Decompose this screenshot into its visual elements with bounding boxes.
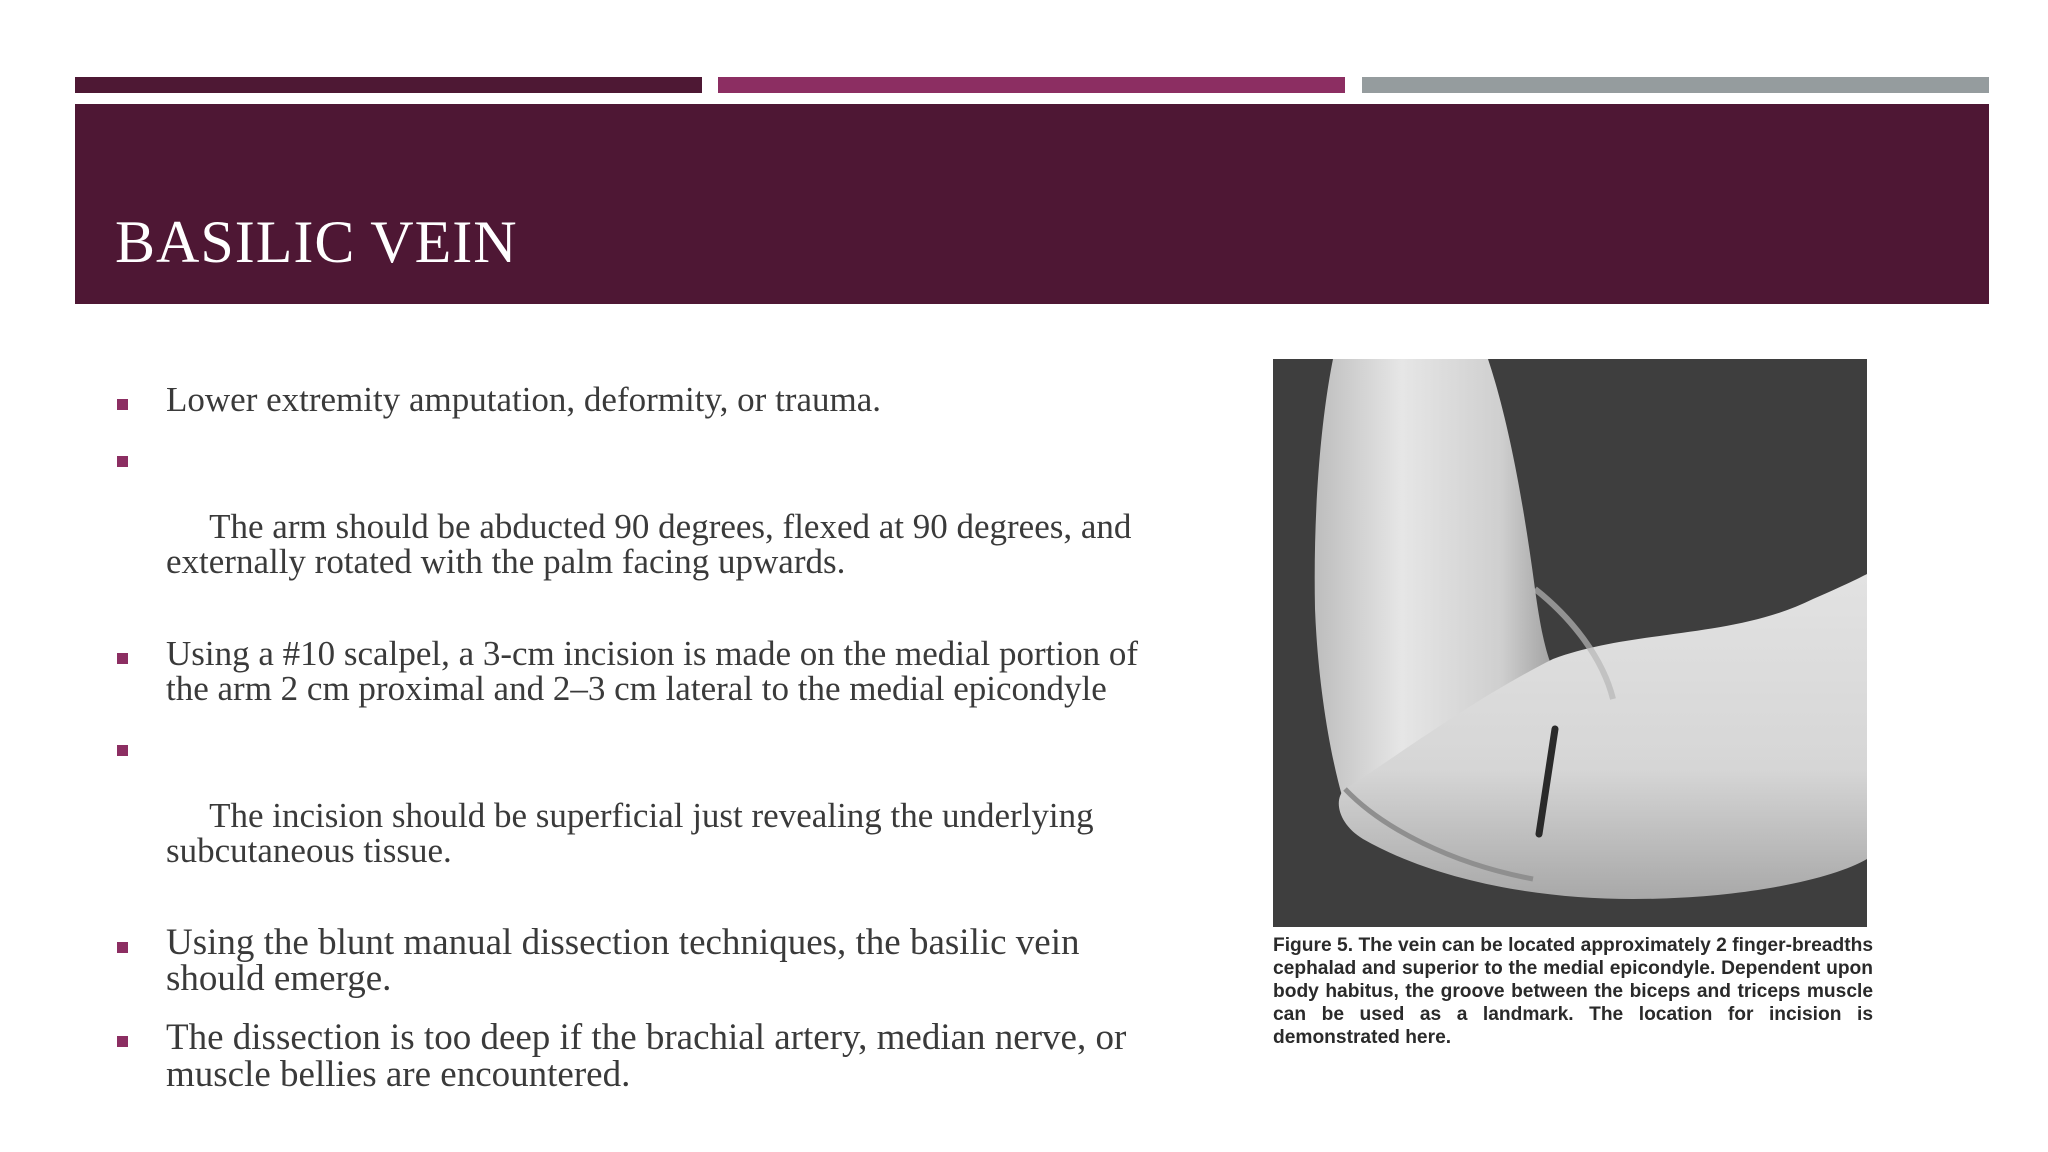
bullet-item xyxy=(113,728,1173,903)
accent-bar-gray xyxy=(1362,77,1989,93)
bullet-text: Using a #10 scalpel, a 3-cm incision is made on the medial portion of the arm 2 cm proximal and 2–3 cm lateral to the medial epicondyle xyxy=(166,634,1139,708)
bullet-list xyxy=(113,382,1173,1115)
bullet-text: The dissection is too deep if the brachial artery, median nerve, or muscle bellies are encountered. xyxy=(166,1017,1127,1095)
figure-caption: Figure 5. The vein can be located approximately 2 finger-breadths cephalad and superior to the medial epicondyle. Dependent upon body habitus, the groove between the biceps and triceps muscle can be used as a landmark. The location for incision is demonstrated here. xyxy=(1273,935,1873,1048)
bullet-square-icon xyxy=(117,653,128,664)
accent-bar-magenta xyxy=(718,77,1345,93)
bullet-text: The incision should be superficial just revealing the underlying subcutaneous tissue. xyxy=(166,796,1103,870)
bullet-text: Using the blunt manual dissection techniques, the basilic vein should emerge. xyxy=(166,922,1080,999)
bullet-square-icon xyxy=(117,399,128,410)
bullet-item xyxy=(113,1019,1173,1093)
figure-panel xyxy=(1251,357,1968,1060)
bullet-item xyxy=(113,922,1173,999)
bullet-text: Lower extremity amputation, deformity, or trauma. xyxy=(166,380,882,419)
bullet-square-icon xyxy=(117,1036,128,1047)
bullet-square-icon xyxy=(117,942,128,953)
bullet-item xyxy=(113,636,1173,706)
bullet-text: The arm should be abducted 90 degrees, flexed at 90 degrees, and externally rotated with the palm facing upwards. xyxy=(166,507,1141,581)
bullet-item xyxy=(113,382,1173,417)
bullet-item xyxy=(113,439,1173,614)
title-banner xyxy=(75,104,1989,304)
slide-title: BASILIC VEIN xyxy=(115,209,518,275)
arm-illustration xyxy=(1273,359,1867,927)
accent-bar-dark xyxy=(75,77,702,93)
arm-photo xyxy=(1273,359,1867,927)
bullet-square-icon xyxy=(117,745,128,756)
bullet-square-icon xyxy=(117,456,128,467)
